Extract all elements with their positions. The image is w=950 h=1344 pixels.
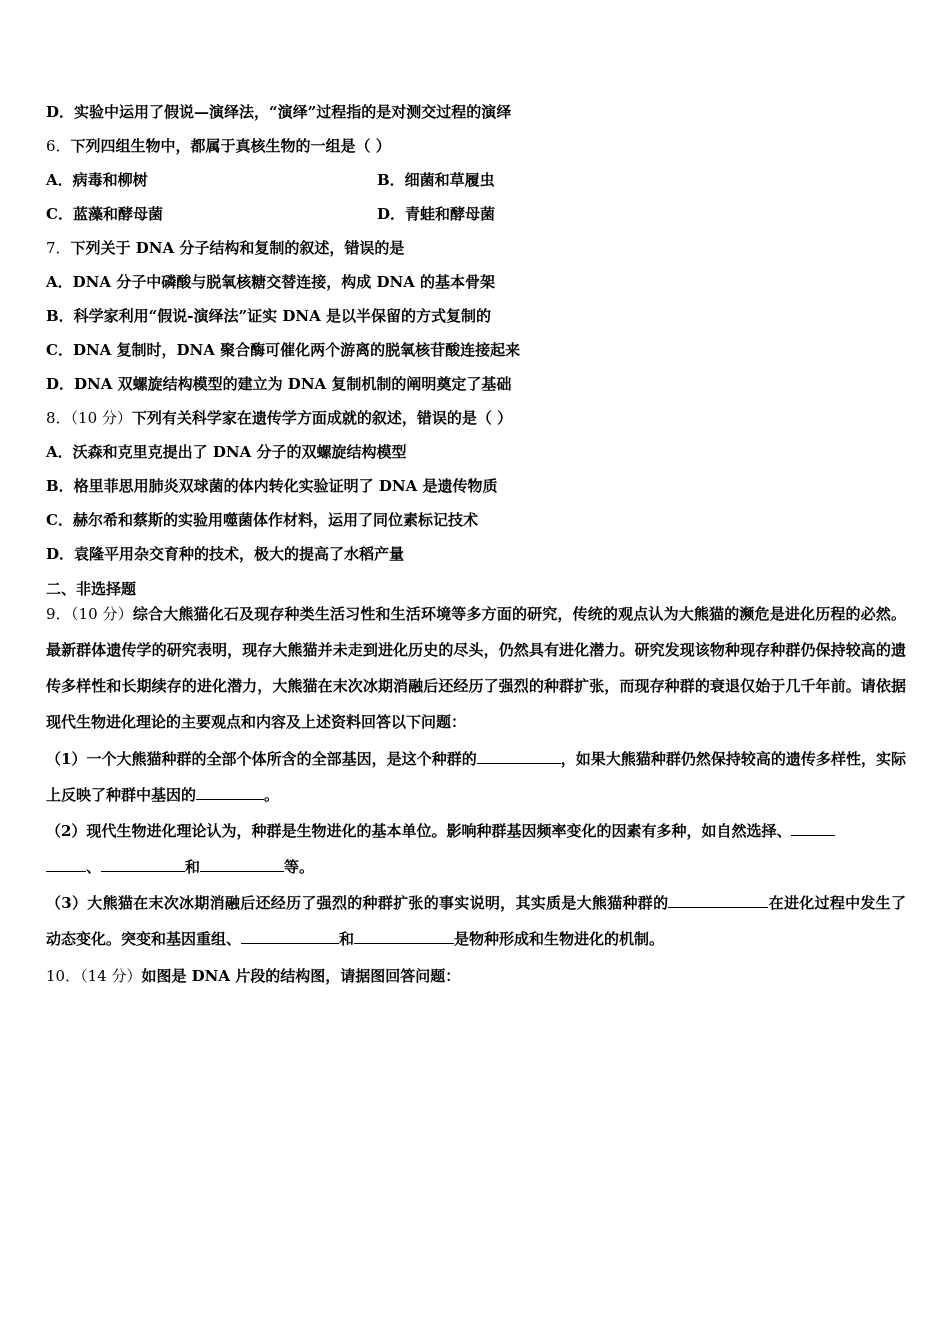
q8-option-b: B．格里菲思用肺炎双球菌的体内转化实验证明了 DNA 是遗传物质 <box>46 477 498 495</box>
q6-row-ab <box>46 170 148 190</box>
q6-number: 6． <box>46 137 71 155</box>
q9-part3-text-b: 在进化过程中发生了动态变化。突变和基因重组、 <box>46 894 906 948</box>
answer-blank[interactable] <box>668 892 768 908</box>
section-title: 二、非选择题 <box>46 580 137 598</box>
q7-stem-text: 下列关于 DNA 分子结构和复制的叙述，错误的是 <box>70 239 405 257</box>
q9-part2-text-c: 和 <box>185 858 201 876</box>
q8-number: 8． <box>46 409 71 427</box>
q6-option-b: B．细菌和草履虫 <box>377 171 495 189</box>
q9-number: 9． <box>46 605 71 623</box>
answer-blank[interactable] <box>791 820 835 836</box>
q7-stem <box>46 238 404 258</box>
q8-stem-text: 下列有关科学家在遗传学方面成就的叙述，错误的是（ ） <box>131 409 513 427</box>
q9-part2-text-a: （2）现代生物进化理论认为，种群是生物进化的基本单位。影响种群基因频率变化的因素有多种，如自然选择、 <box>46 822 792 840</box>
q9-points: （10 分） <box>70 605 133 623</box>
q6-option-d: D．青蛙和酵母菌 <box>377 205 496 223</box>
q9-part2-text-b: 、 <box>86 858 102 876</box>
q9-part1-text-b: ，如果大熊猫种群仍然保持较高的遗传多样性，实际上反映了种群中基因的 <box>46 750 906 804</box>
q9-part2-text-d: 等。 <box>284 858 315 876</box>
q10-stem-text: 如图是 DNA 片段的结构图，请据图回答问题： <box>141 967 461 985</box>
answer-blank[interactable] <box>200 856 284 872</box>
q9-intro <box>46 596 906 740</box>
q8-points: （10 分） <box>70 409 132 427</box>
answer-blank[interactable] <box>241 928 339 944</box>
q10-points: （14 分） <box>80 967 142 985</box>
q5-option-d: D．实验中运用了假说—演绎法，“演绎”过程指的是对测交过程的演绎 <box>46 103 512 121</box>
answer-blank[interactable] <box>477 748 561 764</box>
q6-option-c: C．蓝藻和酵母菌 <box>46 205 163 223</box>
q7-option-d: D．DNA 双螺旋结构模型的建立为 DNA 复制机制的阐明奠定了基础 <box>46 375 512 393</box>
q7-number: 7． <box>46 239 71 257</box>
q9-part3-text-c: 和 <box>339 930 355 948</box>
answer-blank[interactable] <box>196 784 264 800</box>
q9-part1-text-c: 。 <box>264 786 280 804</box>
answer-blank[interactable] <box>46 856 86 872</box>
q10-number: 10． <box>46 967 81 985</box>
answer-blank[interactable] <box>101 856 185 872</box>
q8-stem <box>46 408 512 428</box>
q10-stem <box>46 966 460 986</box>
q7-option-b: B．科学家利用“假说-演绎法”证实 DNA 是以半保留的方式复制的 <box>46 307 491 325</box>
q9-part3-text-a: （3）大熊猫在末次冰期消融后还经历了强烈的种群扩张的事实说明，其实质是大熊猫种群的 <box>46 894 669 912</box>
q8-option-c: C．赫尔希和蔡斯的实验用噬菌体作材料，运用了同位素标记技术 <box>46 511 478 529</box>
q8-option-a: A．沃森和克里克提出了 DNA 分子的双螺旋结构模型 <box>46 443 407 461</box>
q9-part1 <box>46 741 906 813</box>
q7-option-c: C．DNA 复制时，DNA 聚合酶可催化两个游离的脱氧核苷酸连接起来 <box>46 341 521 359</box>
q6-stem <box>46 136 391 156</box>
q9-part3-text-d: 是物种形成和生物进化的机制。 <box>454 930 665 948</box>
q7-option-a: A．DNA 分子中磷酸与脱氧核糖交替连接，构成 DNA 的基本骨架 <box>46 273 496 291</box>
q9-part1-text-a: （1）一个大熊猫种群的全部个体所含的全部基因，是这个种群的 <box>46 750 477 768</box>
q8-option-d: D．袁隆平用杂交育种的技术，极大的提高了水稻产量 <box>46 545 405 563</box>
q9-part3 <box>46 885 906 957</box>
answer-blank[interactable] <box>354 928 454 944</box>
q6-option-a: A．病毒和柳树 <box>46 171 148 189</box>
q6-stem-text: 下列四组生物中，都属于真核生物的一组是（ ） <box>70 137 391 155</box>
q9-part2 <box>46 813 906 885</box>
q9-intro-text: 综合大熊猫化石及现存种类生活习性和生活环境等多方面的研究，传统的观点认为大熊猫的濒危是进化历程的必然。最新群体遗传学的研究表明，现存大熊猫并未走到进化历史的尽头，仍然具有进化潜力。研究发现该物种现存种群仍保持较高的遗传多样性和长期续存的进化潜力，大熊猫在末次冰期消融后还经历了强烈的种群扩张，而现存种群的衰退仅始于几千年前。请依据现代生物进化理论的主要观点和内容及上述资料回答以下问题： <box>46 605 907 731</box>
